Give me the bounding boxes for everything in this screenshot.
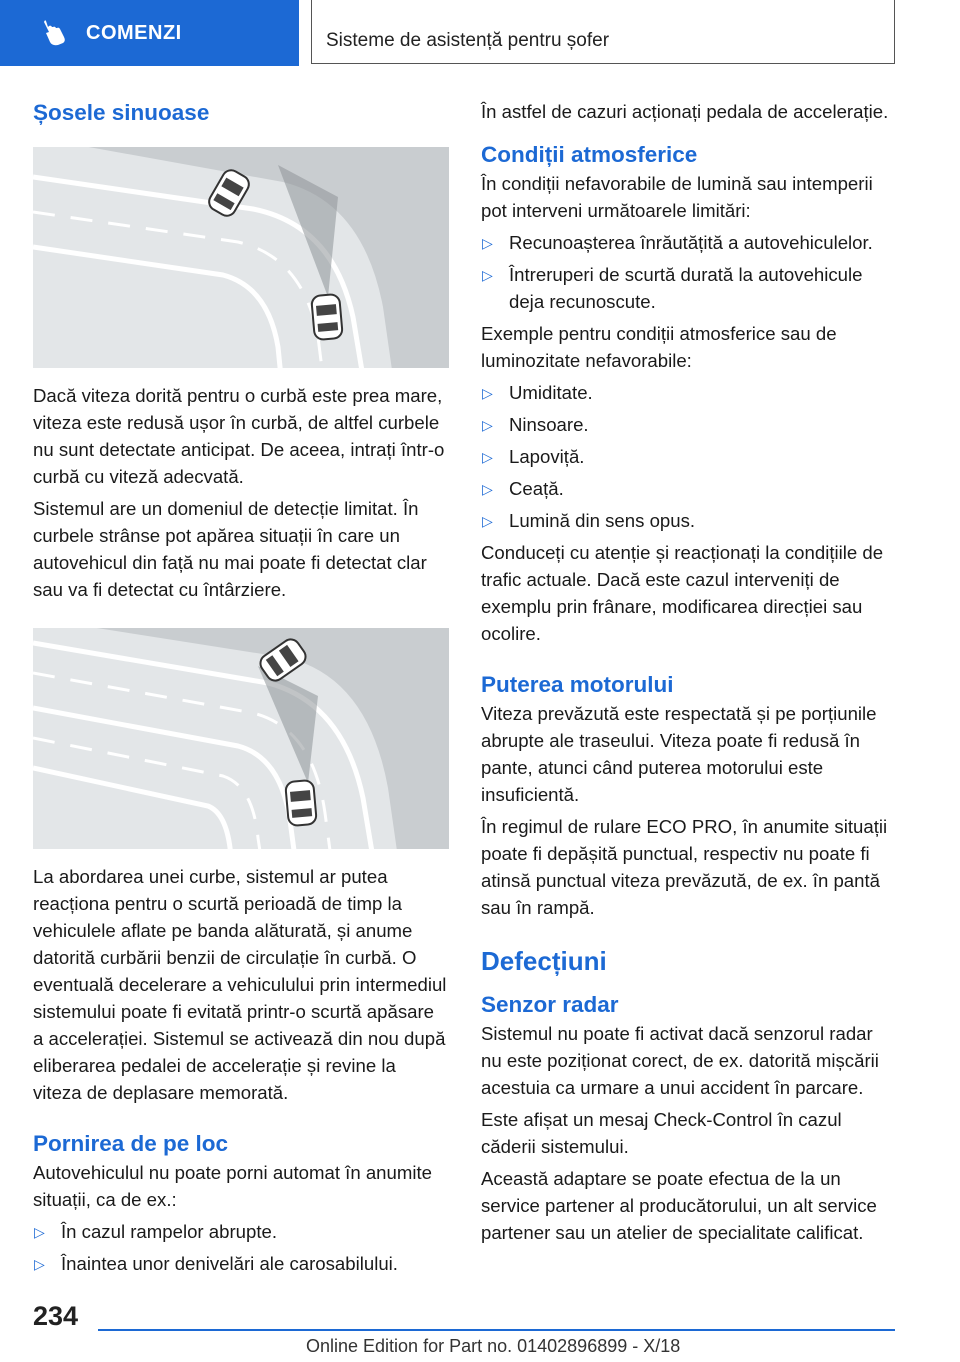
footer-divider [98, 1329, 895, 1331]
paragraph: În regimul de rulare ECO PRO, în anumite situații poate fi depășită punctual, respectiv nu poate fi atinsă punctual viteza prevăzută, de ex. în pantă sau în rampă. [481, 816, 888, 918]
list-item: ▷ Întreruperi de scurtă durată la autovehicule deja recunoscute. [482, 264, 863, 312]
triangle-right-icon: ▷ [482, 385, 493, 401]
list-item: ▷ Umiditate. [481, 379, 897, 406]
paragraph: Sistemul are un domeniul de detecție limitat. În curbele strânse pot apărea situații în care un autovehicul din față nu mai poate fi detectat clar sau va fi detectat cu întârziere. [33, 498, 427, 600]
hand-pointer-icon [38, 18, 68, 48]
list-item: ▷ Ninsoare. [481, 411, 897, 438]
list-item: ▷ Lumină din sens opus. [481, 507, 897, 534]
paragraph: În condiții nefavorabile de lumină sau intemperii pot interveni următoarele limitări: [481, 173, 873, 221]
list-item: ▷ Lapoviță. [481, 443, 897, 470]
triangle-right-icon: ▷ [34, 1256, 45, 1272]
heading-engine: Puterea motorului [481, 672, 674, 697]
list-item: ▷ În cazul rampelor abrupte. [33, 1218, 449, 1245]
bullet-list [481, 379, 897, 534]
triangle-right-icon: ▷ [482, 449, 493, 465]
paragraph: În astfel de cazuri acționați pedala de accelerație. [481, 101, 889, 122]
paragraph: Conduceți cu atenție și reacționați la condițiile de trafic actuale. Dacă este cazul interveniți de exemplu prin frânare, modificarea direcției sau ocolire. [481, 542, 884, 644]
right-column [481, 98, 897, 1246]
heading-radar: Senzor radar [481, 992, 619, 1017]
curve-illustration-1 [33, 147, 449, 368]
bullet-list [481, 229, 897, 315]
curve-illustration-2 [33, 628, 449, 849]
heading-faults: Defecțiuni [481, 946, 607, 976]
paragraph: Această adaptare se poate efectua de la un service partener al producătorului, un alt service partener sau un atelier de specialitate calificat. [481, 1168, 877, 1243]
paragraph: Autovehiculul nu poate porni automat în anumite situații, ca de ex.: [33, 1162, 432, 1210]
paragraph: Exemple pentru condiții atmosferice sau de luminozitate nefavorabile: [481, 323, 837, 371]
paragraph: Sistemul nu poate fi activat dacă senzorul radar nu este poziționat corect, de ex. datorită mișcării acestuia ca urmare a unui accident în parcare. [481, 1023, 879, 1098]
page-number: 234 [33, 1301, 79, 1331]
triangle-right-icon: ▷ [482, 235, 493, 251]
bullet-list [33, 1218, 449, 1277]
header-tab-label: COMENZI [86, 22, 182, 44]
paragraph: La abordarea unei curbe, sistemul ar putea reacționa pentru o scurtă perioadă de timp la vehiculele aflate pe banda alăturată, și anume datorită curbării benzii de circulație în curbă. O eventuală decelerare a vehiculului prin intermediul sistemului poate fi evitată printr-o scurtă apăsare a accelerației. Sistemul se activează din nou după eliberarea pedalei de accelerație și revine la viteza de deplasare memorată. [33, 866, 447, 1103]
header-tab[interactable] [0, 0, 299, 66]
list-item: ▷ Ceață. [481, 475, 897, 502]
section-header [311, 0, 895, 64]
triangle-right-icon: ▷ [482, 267, 493, 283]
paragraph: Dacă viteza dorită pentru o curbă este prea mare, viteza este redusă ușor în curbă, de altfel curbele nu sunt detectate anticipat. De aceea, intrați într-o curbă cu viteză adecvată. [33, 385, 445, 487]
triangle-right-icon: ▷ [482, 417, 493, 433]
paragraph: Este afișat un mesaj Check-Control în cazul căderii sistemului. [481, 1109, 842, 1157]
section-title: Sisteme de asistență pentru șofer [326, 30, 610, 51]
heading-start: Pornirea de pe loc [33, 1131, 229, 1156]
footer-edition: Online Edition for Part no. 01402896899 - X/18 [306, 1336, 681, 1356]
paragraph: Viteza prevăzută este respectată și pe porțiunile abrupte ale traseului. Viteza poate fi redusă în pante, atunci când puterea motorului este insuficientă. [481, 703, 877, 805]
list-item: ▷ Înaintea unor denivelări ale carosabilului. [33, 1250, 449, 1277]
triangle-right-icon: ▷ [482, 513, 493, 529]
list-item: ▷ Recunoașterea înrăutățită a autovehiculelor. [481, 229, 897, 256]
heading-weather: Condiții atmosferice [481, 142, 698, 167]
triangle-right-icon: ▷ [482, 481, 493, 497]
triangle-right-icon: ▷ [34, 1224, 45, 1240]
left-column [33, 98, 449, 1277]
heading-curves: Șosele sinuoase [33, 100, 210, 125]
